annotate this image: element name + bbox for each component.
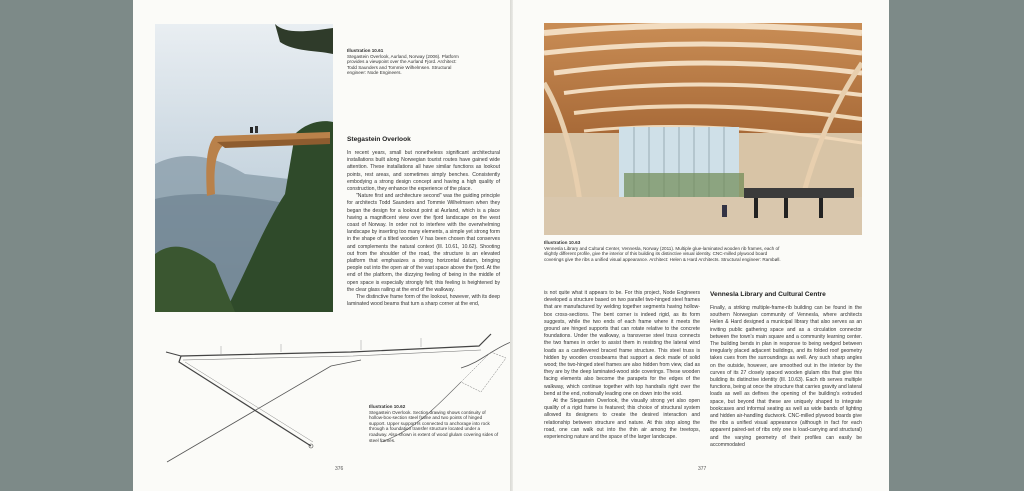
paragraph: The distinctive frame form of the lookout, however, with its deep laminated wood beams that turn a sharp corner at the end, <box>347 294 500 308</box>
paragraph: In recent years, small but nonetheless significant architectural installations built along Norwegian tourist routes have gained wide attention. These installations all have similar functions as lookout points, rest areas, and sometimes simply benches. Consistently embodying a strong design concept and having a high quality of construction, they enhance the experience of the place. <box>347 150 500 193</box>
overlook-photo <box>155 24 333 312</box>
right-page <box>513 0 889 491</box>
caption-label: Illustration 10.61 <box>347 48 384 53</box>
paragraph: Finally, a striking multiple-frame-rib building can be found in the southern Norwegian community of Vennesla, where architects Helen & Hard designed a municipal library that also serves as an inviting public gathering space and as a circulation connector between the town's main square and a community learning center. The building bends in plan in response to being wedged between irregularly placed adjacent buildings, and its folded roof geometry takes cues from the surroundings as well. Any such sharp angles on the outside, however, are smoothed out in the interior by the curves of its 27 closely spaced wooden glulam ribs that give this building its distinctive identity (Ill. 10.63). Each rib serves multiple functions, being at once the structure that carries gravity and lateral loads as well as defines the opening of the building's extruded space, but beyond that these are uniquely shaped to integrate bookcases and informal seating as well as wide bands of lighting and hidden air-handling ductwork. CNC-milled plywood boards give the ribs a unified visual appearance (although in fact for each apparent paired-set of ribs only one is load-carrying and structural) and the varying geometry of their profiles can easily be accommodated <box>710 305 862 448</box>
section-heading: Stegastein Overlook <box>347 136 411 143</box>
library-photo <box>544 23 862 235</box>
caption-text: Stegastein Overlook, Aurland, Norway (2006). Platform provides a viewpoint over the Aurland Fjord. Architect: Todd Saunders and Tommie Wilhelmsen. Structural engineer: Node Engineers. <box>347 53 459 76</box>
page-number: 377 <box>698 466 707 472</box>
caption-label: Illustration 10.62 <box>369 404 406 409</box>
caption-text: Vennesla Library and Cultural Center, Vennesla, Norway (2011). Multiple glue-laminated wooden rib frames, each of slightly different profile, give the interior of this building its distinctive visual identity. CNC-milled plywood board coverings give the ribs a unified visual appearance. Architect: Helen & Hard Architects. Structural engineer: Rambøll. <box>544 245 781 262</box>
body-text-col2 <box>710 305 862 449</box>
illustration-10-62-caption <box>369 404 499 443</box>
left-page <box>133 0 511 491</box>
paragraph: "Nature first and architecture second" was the guiding principle for architects Todd Saunders and Tommie Wilhelmsen when they began the design for a lookout point at Aurland, which is a place having a magnificent view over the fjord landscape on the west coast of Norway. In order not to interfere with the overwhelming landscape by inserting too many elements, a simple yet strong form in the shape of a tilted wooden V has been chosen that conserves and complements the natural context (Ill. 10.61, 10.62). Shooting out from the shoulder of the road, the structure is an elevated platform that emphasizes a strong horizontal datum, bringing people out into the open air of the vast space above the fjord. At the end of the platform, the dizzying feeling of being in the middle of open space is especially strongly felt; this feeling is heightened by the clear glass railing at the end of the walkway. <box>347 193 500 293</box>
body-text-col1 <box>544 290 700 441</box>
page-number: 376 <box>335 466 344 472</box>
section-drawing <box>161 322 511 468</box>
illustration-10-63-caption <box>544 240 784 262</box>
section-heading: Vennesla Library and Cultural Centre <box>710 291 826 298</box>
paragraph: At the Stegastein Overlook, the visually strong yet also open quality of a rigid frame is featured; this choice of structural system allowed its designers to create the desired interaction and relationship between structure and nature. At this stop along the road, one can walk out into the thin air among the treetops, experiencing nature and the space of the larger landscape. <box>544 398 700 441</box>
body-text-left <box>347 150 500 308</box>
caption-label: Illustration 10.63 <box>544 240 581 245</box>
caption-text: Stegastein Overlook. Section drawing shows continuity of hollow-box-section steel frame and two points of hinged support. Upper support is connected to anchorage into rock through a foundation transfer structure located under a roadway. Also shown is extent of wood glulam covering sides of steel frames. <box>369 409 499 443</box>
illustration-10-61-caption <box>347 48 465 76</box>
paragraph: is not quite what it appears to be. For this project, Node Engineers developed a structure based on two parallel two-hinged steel frames that are manufactured by welding together segments having hollow-box cross-sections. The bent corner is indeed rigid, as its form suggests, while the two ends of each frame where it meets the ground are hinged supports that can rotate relative to the concrete foundations. Under the walkway, a transverse steel truss connects the two frames in order to assist them in resisting the lateral wind loads as a cantilevered braced frame structure. This steel truss is hidden by wooden crossbeams that support a deck made of solid wood; the two-hinged steel frames are also hidden from view, clad as they are by the deep laminated-wood side coverings. These wooden facing elements also become the parapets for the edges of the walkway, which continue together with top handrails right over the bend at the end, notionally leading one on down into the void. <box>544 290 700 397</box>
